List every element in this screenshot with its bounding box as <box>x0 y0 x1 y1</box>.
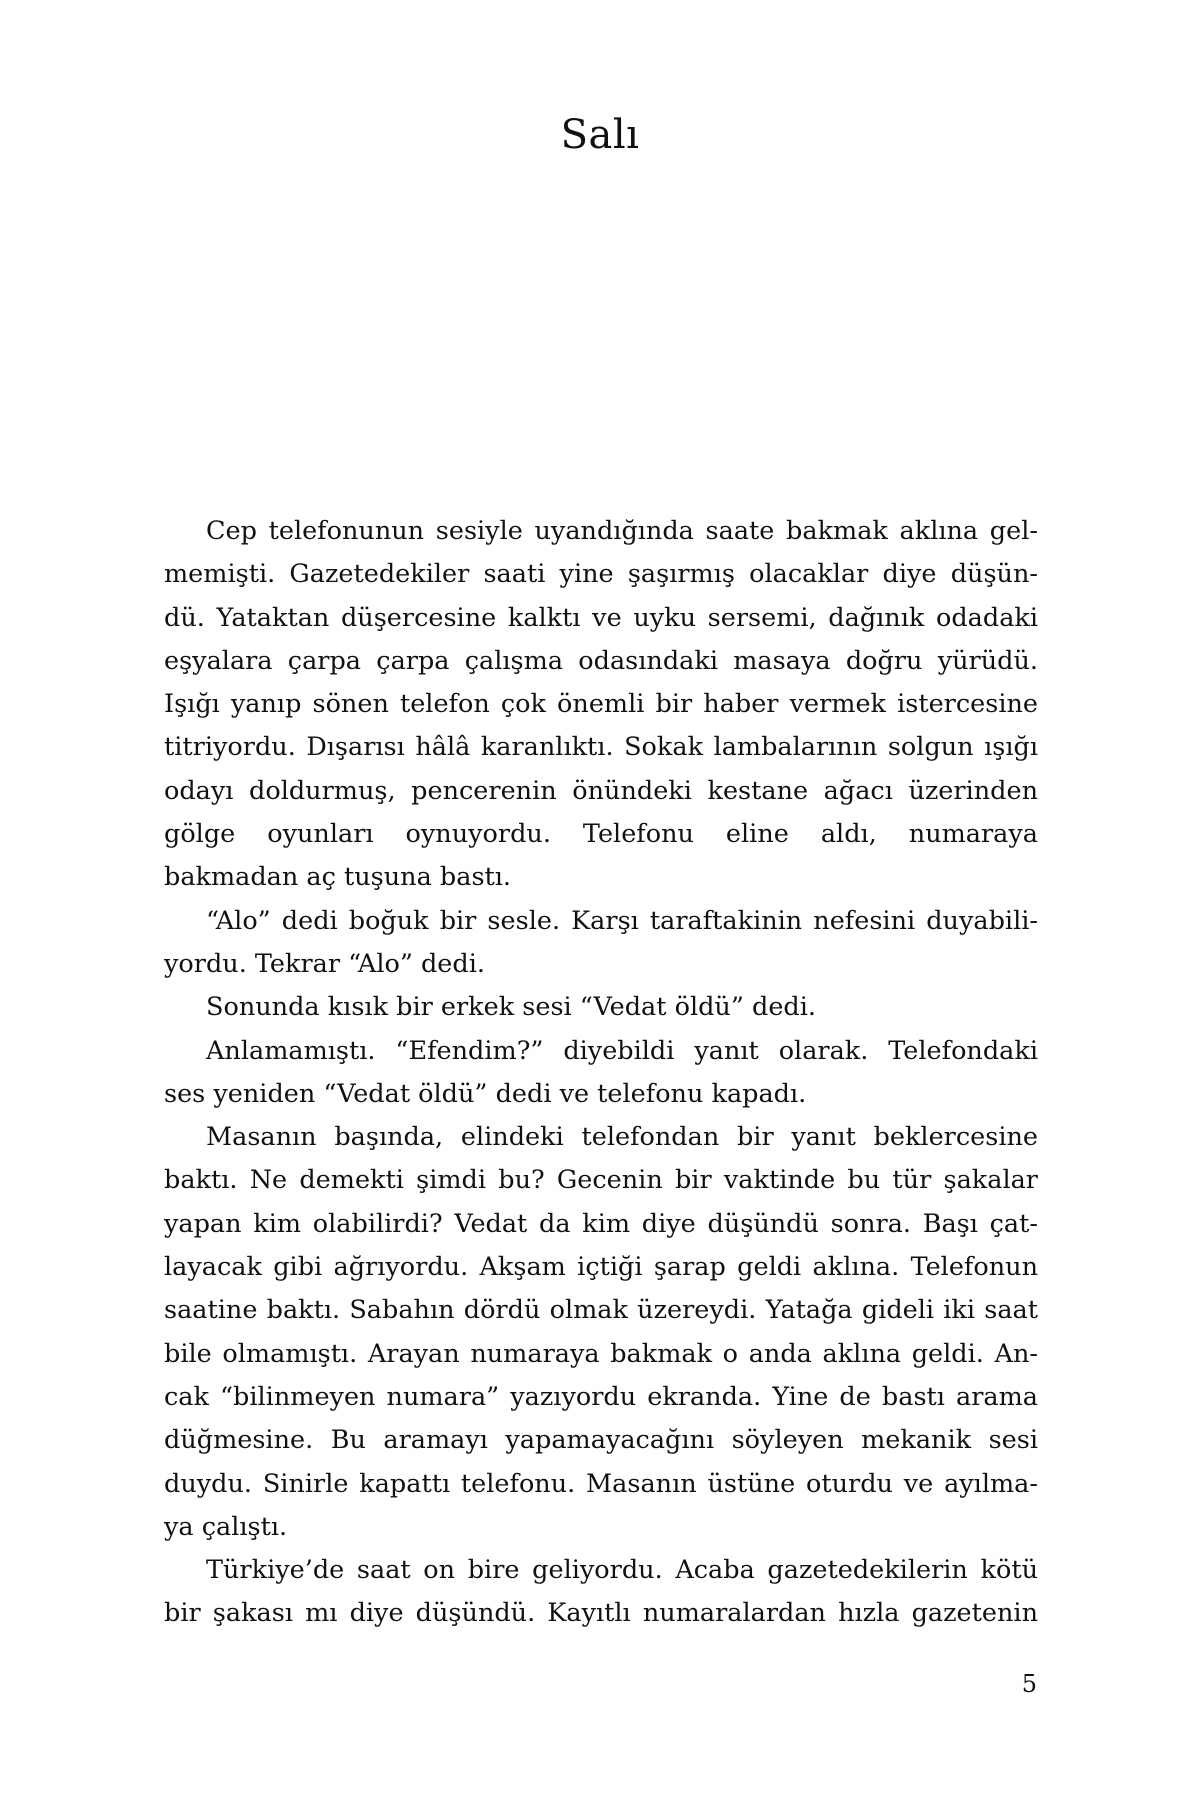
text-line: yapan kim olabilirdi? Vedat da kim diye düşündü sonra. Başı çat- <box>164 1208 1038 1239</box>
text-line: gölge oyunları oynuyordu. Telefonu eline aldı, numaraya <box>164 819 1038 850</box>
text-line: baktı. Ne demekti şimdi bu? Gecenin bir vaktinde bu tür şakalar <box>164 1165 1038 1196</box>
text-line: yordu. Tekrar “Alo” dedi. <box>164 948 485 979</box>
text-line: Masanın başında, elindeki telefondan bir yanıt beklercesine <box>206 1122 1038 1153</box>
text-line: titriyordu. Dışarısı hâlâ karanlıktı. Sokak lambalarının solgun ışığı <box>164 732 1038 763</box>
text-line: duydu. Sinirle kapattı telefonu. Masanın üstüne oturdu ve ayılma- <box>164 1468 1038 1499</box>
text-line: Işığı yanıp sönen telefon çok önemli bir haber vermek istercesine <box>164 689 1038 720</box>
text-line: saatine baktı. Sabahın dördü olmak üzereydi. Yatağa gideli iki saat <box>164 1295 1038 1326</box>
chapter-title: Salı <box>560 112 640 158</box>
text-line: bir şakası mı diye düşündü. Kayıtlı numaralardan hızla gazetenin <box>164 1598 1038 1629</box>
text-line: bakmadan aç tuşuna bastı. <box>164 862 512 893</box>
text-line: düğmesine. Bu aramayı yapamayacağını söyleyen mekanik sesi <box>164 1425 1038 1456</box>
text-line: layacak gibi ağrıyordu. Akşam içtiği şarap geldi aklına. Telefonun <box>164 1252 1038 1283</box>
text-line: Cep telefonunun sesiyle uyandığında saate bakmak aklına gel- <box>206 516 1038 546</box>
text-line: odayı doldurmuş, pencerenin önündeki kestane ağacı üzerinden <box>164 775 1038 806</box>
text-line: ses yeniden “Vedat öldü” dedi ve telefonu kapadı. <box>164 1078 807 1109</box>
text-line: cak “bilinmeyen numara” yazıyordu ekranda. Yine de bastı arama <box>164 1381 1038 1412</box>
text-line: Türkiye’de saat on bire geliyordu. Acaba gazetedekilerin kötü <box>206 1555 1038 1586</box>
body-text <box>164 510 1038 1636</box>
page-number: 5 <box>1021 1670 1037 1698</box>
text-line: memişti. Gazetedekiler saati yine şaşırmış olacaklar diye düşün- <box>164 559 1038 590</box>
text-line: eşyalara çarpa çarpa çalışma odasındaki masaya doğru yürüdü. <box>164 645 1038 676</box>
text-line: Sonunda kısık bir erkek sesi “Vedat öldü” dedi. <box>206 992 816 1023</box>
text-line: dü. Yataktan düşercesine kalktı ve uyku sersemi, dağınık odadaki <box>164 602 1038 633</box>
text-line: Anlamamıştı. “Efendim?” diyebildi yanıt olarak. Telefondaki <box>206 1035 1038 1066</box>
text-line: ya çalıştı. <box>164 1511 288 1542</box>
text-line: bile olmamıştı. Arayan numaraya bakmak o anda aklına geldi. An- <box>164 1338 1038 1369</box>
text-line: “Alo” dedi boğuk bir sesle. Karşı taraftakinin nefesini duyabili- <box>206 905 1038 936</box>
